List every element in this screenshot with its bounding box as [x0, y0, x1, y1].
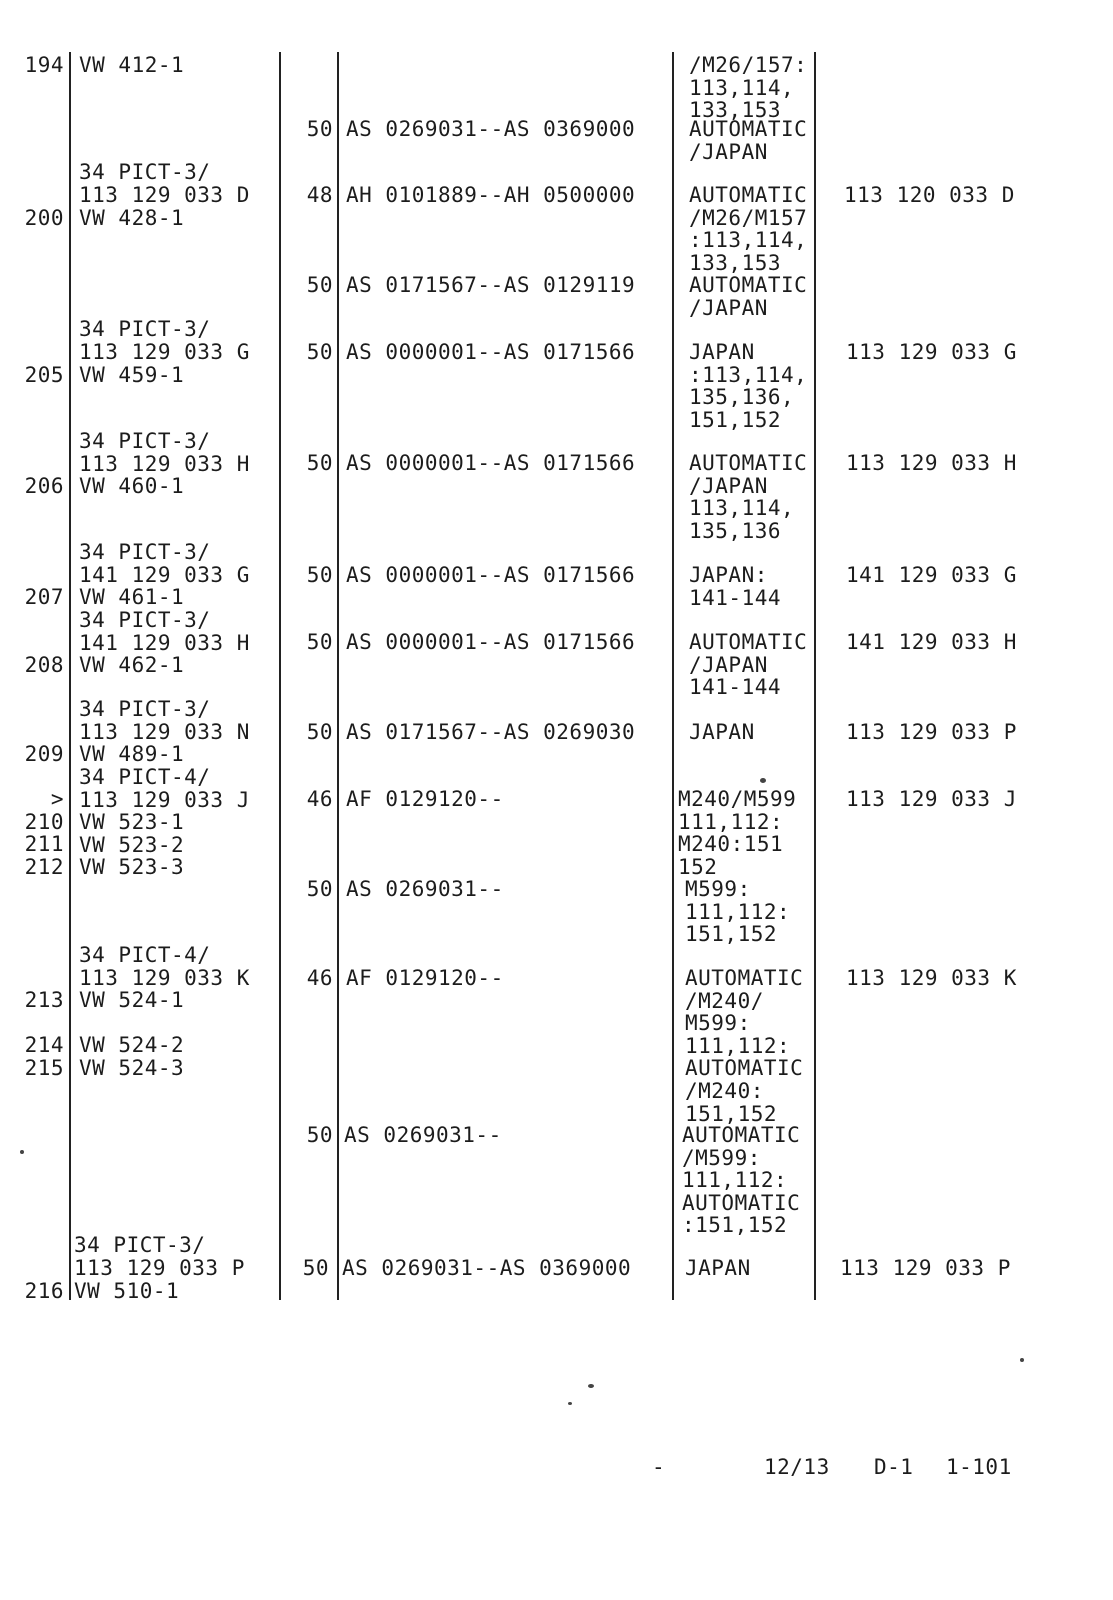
quantity: 50 [306, 1123, 333, 1147]
line-number: 209 [24, 742, 64, 766]
quantity: 50 [306, 630, 333, 654]
replacement-part: 113 129 033 P [840, 1256, 1011, 1280]
scan-speck [760, 778, 766, 783]
part-number: VW 510-1 [74, 1279, 180, 1303]
quantity: 48 [306, 183, 333, 207]
quantity: 46 [306, 966, 333, 990]
part-number: 34 PICT-3/ 113 129 033 H [79, 429, 250, 476]
quantity: 50 [306, 273, 333, 297]
replacement-part: 113 120 033 D [844, 183, 1015, 207]
replacement-part: 113 129 033 K [846, 966, 1017, 990]
part-number: VW 461-1 [79, 585, 185, 609]
part-number: VW 459-1 [79, 363, 185, 387]
chassis-range: AF 0129120-- [346, 966, 504, 990]
part-number: 34 PICT-3/ 113 129 033 G [79, 317, 250, 364]
part-number: VW 412-1 [79, 53, 185, 77]
application-notes: AUTOMATIC /JAPAN 141-144 [689, 630, 808, 700]
quantity: 50 [306, 340, 333, 364]
line-number: 194 [24, 53, 64, 77]
part-number: 34 PICT-3/ 113 129 033 P [74, 1233, 245, 1280]
column-rule-4 [672, 52, 674, 1300]
chassis-range: AS 0171567--AS 0129119 [346, 273, 636, 297]
replacement-part: 113 129 033 H [846, 451, 1017, 475]
line-number: 208 [24, 653, 64, 677]
line-number: 206 [24, 474, 64, 498]
part-number: 34 PICT-3/ 141 129 033 H [79, 608, 250, 655]
footer-section: D-1 [874, 1455, 914, 1479]
application-notes: M240/M599 111,112: M240:151 152 [678, 787, 797, 879]
part-number: 34 PICT-3/ 113 129 033 N [79, 697, 250, 744]
chassis-range: AS 0269031-- [346, 877, 504, 901]
line-number: 200 [24, 206, 64, 230]
application-notes: AUTOMATIC /M240/ M599: 111,112: AUTOMATIC /M240: 151,152 [685, 966, 804, 1126]
part-number: 34 PICT-4/ 113 129 033 J [79, 765, 250, 812]
quantity: 50 [302, 1256, 329, 1280]
part-number: VW 489-1 [79, 742, 185, 766]
application-notes: JAPAN :113,114, 135,136, 151,152 [689, 340, 808, 432]
footer-reference: 1-101 [946, 1455, 1012, 1479]
part-number: VW 524-1 [79, 988, 185, 1012]
quantity: 50 [306, 720, 333, 744]
part-number: 34 PICT-3/ 141 129 033 G [79, 540, 250, 587]
replacement-part: 141 129 033 H [846, 630, 1017, 654]
application-notes: /M26/157: 113,114, 133,153 [689, 53, 808, 123]
footer-page: 12/13 [764, 1455, 830, 1479]
column-rule-1 [69, 52, 71, 1300]
application-notes: AUTOMATIC /JAPAN 113,114, 135,136 [689, 451, 808, 543]
chassis-range: AF 0129120-- [346, 787, 504, 811]
part-number: VW 460-1 [79, 474, 185, 498]
line-number: 216 [24, 1279, 64, 1303]
part-number: VW 523-1 VW 523-2 VW 523-3 [79, 810, 185, 880]
application-notes: JAPAN [689, 720, 755, 744]
chassis-range: AS 0269031--AS 0369000 [342, 1256, 632, 1280]
part-number: 34 PICT-3/ 113 129 033 D [79, 160, 250, 207]
column-rule-5 [814, 52, 816, 1300]
chassis-range: AS 0000001--AS 0171566 [346, 340, 636, 364]
chassis-range: AS 0269031--AS 0369000 [346, 117, 636, 141]
replacement-part: 113 129 033 J [846, 787, 1017, 811]
quantity: 46 [306, 787, 333, 811]
line-number: > 210 211 212 [24, 787, 64, 879]
chassis-range: AS 0000001--AS 0171566 [346, 451, 636, 475]
scan-speck [568, 1402, 572, 1405]
part-number: 34 PICT-4/ 113 129 033 K [79, 943, 250, 990]
scan-speck [588, 1384, 594, 1388]
quantity: 50 [306, 563, 333, 587]
column-rule-2 [279, 52, 281, 1300]
part-number: VW 428-1 [79, 206, 185, 230]
part-number: VW 524-2 VW 524-3 [79, 1033, 185, 1080]
application-notes: JAPAN [685, 1256, 751, 1280]
replacement-part: 113 129 033 P [846, 720, 1017, 744]
application-notes: M599: 111,112: 151,152 [685, 877, 791, 947]
scan-speck [20, 1150, 24, 1154]
replacement-part: 141 129 033 G [846, 563, 1017, 587]
footer-dash: - [652, 1455, 666, 1479]
quantity: 50 [306, 117, 333, 141]
application-notes: JAPAN: 141-144 [689, 563, 782, 610]
line-number: 214 215 [24, 1033, 64, 1080]
quantity: 50 [306, 451, 333, 475]
chassis-range: AS 0000001--AS 0171566 [346, 630, 636, 654]
application-notes: AUTOMATIC /M599: 111,112: AUTOMATIC :151,152 [682, 1123, 801, 1238]
scan-speck [1020, 1358, 1024, 1362]
application-notes: AUTOMATIC /M26/M157 :113,114, 133,153 [689, 183, 808, 275]
column-rule-3 [337, 52, 339, 1300]
application-notes: AUTOMATIC /JAPAN [689, 117, 808, 164]
quantity: 50 [306, 877, 333, 901]
line-number: 207 [24, 585, 64, 609]
application-notes: AUTOMATIC /JAPAN [689, 273, 808, 320]
chassis-range: AS 0171567--AS 0269030 [346, 720, 636, 744]
line-number: 213 [24, 988, 64, 1012]
replacement-part: 113 129 033 G [846, 340, 1017, 364]
chassis-range: AS 0269031-- [344, 1123, 502, 1147]
part-number: VW 462-1 [79, 653, 185, 677]
chassis-range: AS 0000001--AS 0171566 [346, 563, 636, 587]
line-number: 205 [24, 363, 64, 387]
chassis-range: AH 0101889--AH 0500000 [346, 183, 636, 207]
